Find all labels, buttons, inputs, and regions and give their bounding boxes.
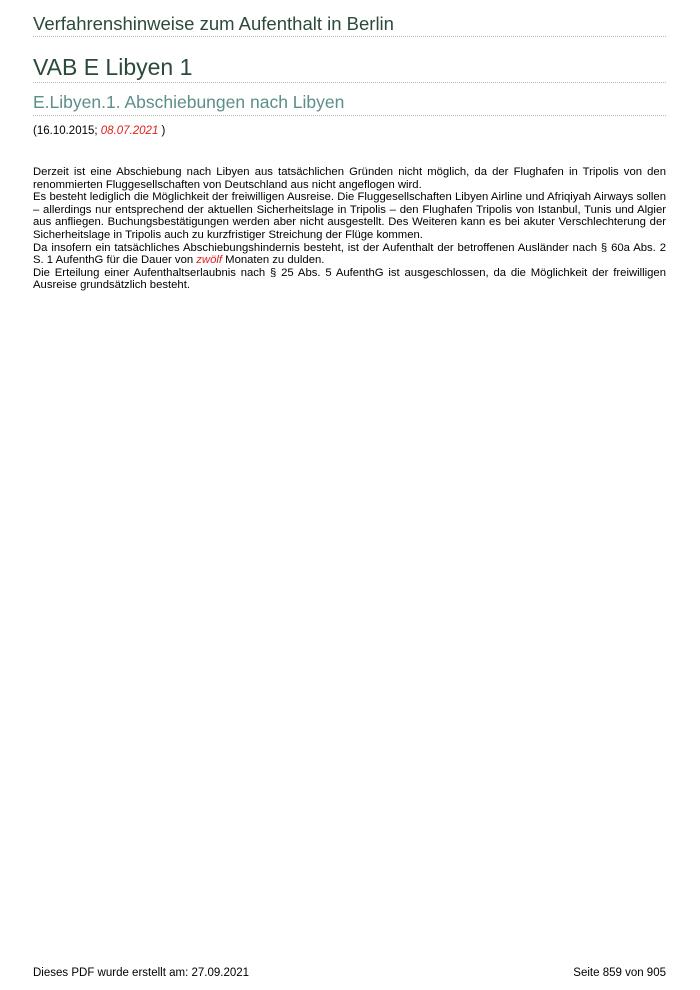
paragraph-3-before: Da insofern ein tatsächliches Abschiebungshindernis besteht, ist der Aufenthalt der betroffenen Ausländer nach § 60a Abs. 2 S. 1 AufenthG für die Dauer von (33, 241, 666, 267)
paragraph-3-highlight: zwölf (196, 254, 223, 267)
footer-page-number: Seite 859 von 905 (573, 967, 666, 979)
document-title: Verfahrenshinweise zum Aufenthalt in Berlin (33, 13, 394, 34)
section-title: VAB E Libyen 1 (33, 54, 193, 80)
body-text (33, 138, 666, 292)
date-original: (16.10.2015; (33, 125, 101, 137)
paragraph-3-after: Monaten zu dulden. (222, 254, 325, 267)
version-dates (33, 116, 666, 138)
paragraph-2: Es besteht lediglich die Möglichkeit der freiwilligen Ausreise. Die Fluggesellschaften Libyen Airline und Afriqiyah Airways sollen – allerdings nur entsprechend der aktuellen Sicherheitslage in Tripolis – den Flughafen Tripolis von Istanbul, Tunis und Algier aus anfliegen. Buchungsbestätigungen werden aber nicht ausgestellt. Des Weiteren kann es bei akuter Verschlechterung der Sicherheitslage in Tripolis auch zu kurzfristiger Streichung der Flüge kommen. (33, 191, 666, 241)
paragraph-4: Die Erteilung einer Aufenthaltserlaubnis nach § 25 Abs. 5 AufenthG ist ausgeschlossen, da die Möglichkeit der freiwilligen Ausreise grundsätzlich besteht. (33, 266, 666, 292)
date-updated: 08.07.2021 (100, 125, 159, 137)
page-footer (33, 966, 666, 980)
document-page (33, 0, 666, 990)
paragraph-1: Derzeit ist eine Abschiebung nach Libyen aus tatsächlichen Gründen nicht möglich, da der Flughafen in Tripolis von den renommierten Fluggesellschaften von Deutschland aus nicht angeflogen wird. (33, 166, 666, 191)
paragraph-3 (33, 242, 666, 267)
subsection-title: E.Libyen.1. Abschiebungen nach Libyen (33, 92, 345, 112)
date-close: ) (158, 125, 166, 137)
footer-created-date: Dieses PDF wurde erstellt am: 27.09.2021 (33, 967, 250, 979)
